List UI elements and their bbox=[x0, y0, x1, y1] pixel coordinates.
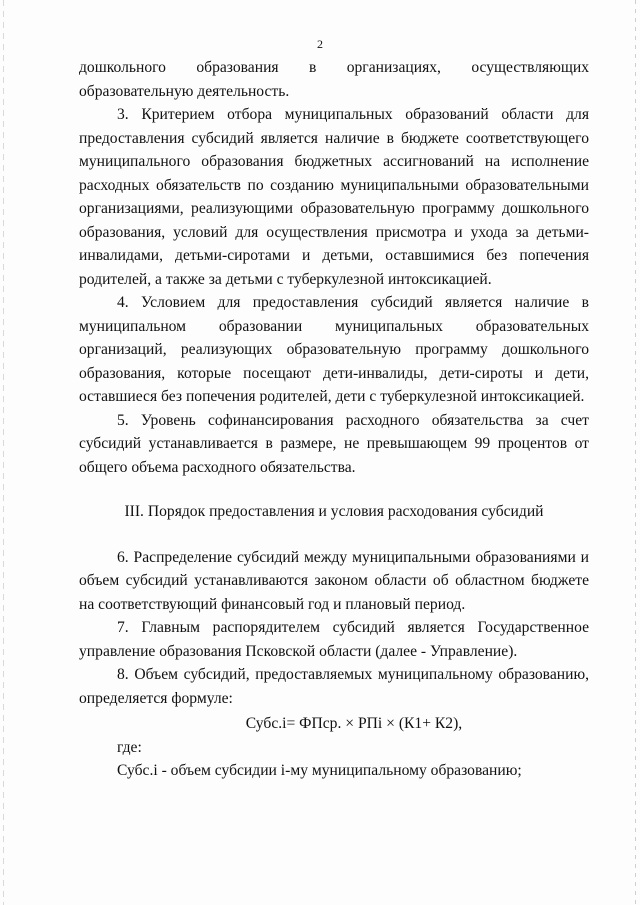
paragraph-4: 4. Условием для предоставления субсидий является наличие в муниципальном образовании муниципальных образовательных организаций, реализующих образовательную программу дошкольного образования, которые посещают дети-инвалиды, дети-сироты и дети, оставшиеся без попечения родителей, дети с туберкулезной интоксикацией. bbox=[79, 294, 589, 405]
page-number: 2 bbox=[317, 37, 323, 51]
formula-definition: Субс.i - объем субсидии i-му муниципальному образованию; bbox=[117, 762, 522, 779]
subsidy-formula: Субс.i= ФПср. × РПi × (К1+ К2), bbox=[245, 715, 463, 732]
paragraph-continuation: дошкольного образования в организациях, осуществляющих образовательную деятельность. bbox=[79, 59, 589, 100]
scan-edge-right bbox=[635, 0, 636, 905]
scan-edge-left bbox=[3, 0, 4, 905]
section-heading: III. Порядок предоставления и условия расходования субсидий bbox=[124, 503, 544, 520]
paragraph-7: 7. Главным распорядителем субсидий является Государственное управление образования Псковской области (далее - Управление). bbox=[79, 619, 589, 660]
formula-where-label: где: bbox=[117, 738, 142, 756]
paragraph-5: 5. Уровень софинансирования расходного обязательства за счет субсидий устанавливается в размере, не превышающем 99 процентов от общего объема расходного обязательства. bbox=[79, 411, 589, 476]
paragraph-8: 8. Объем субсидий, предоставляемых муниципальному образованию, определяется формуле: bbox=[79, 666, 589, 707]
document-body bbox=[79, 56, 589, 783]
paragraph-3: 3. Критерием отбора муниципальных образований области для предоставления субсидий является наличие в бюджете соответствующего муниципального образования бюджетных ассигнований на исполнение расходных обязательств по созданию муниципальными образовательными организациями, реализующими образовательную программу дошкольного образования, условий для осуществления присмотра и ухода за детьми-инвалидами, детьми-сиротами и детьми, оставшимися без попечения родителей, а также за детьми с туберкулезной интоксикацией. bbox=[79, 106, 589, 288]
paragraph-6: 6. Распределение субсидий между муниципальными образованиями и объем субсидий устанавливаются законом области об областном бюджете на соответствующий финансовый год и плановый период. bbox=[79, 548, 589, 613]
